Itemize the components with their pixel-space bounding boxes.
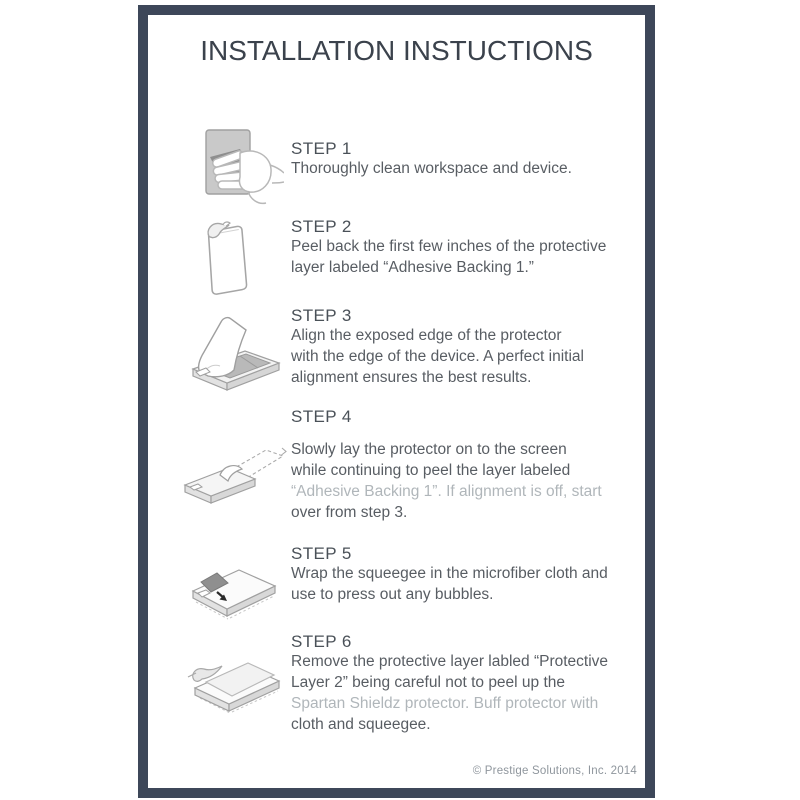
step-4-line: while continuing to peel the layer labeled (291, 462, 571, 479)
step-4-line: over from step 3. (291, 504, 408, 521)
step-3-line: with the edge of the device. A perfect initial (291, 348, 584, 365)
step-3-line: Align the exposed edge of the protector (291, 327, 562, 344)
step-1-line: Thoroughly clean workspace and device. (291, 160, 572, 177)
hand-cleaning-device-icon (188, 125, 284, 213)
step-6 (291, 632, 608, 735)
step-6-line: cloth and squeegee. (291, 716, 431, 733)
step-1-label: STEP 1 (291, 139, 352, 158)
step-3-label: STEP 3 (291, 306, 352, 325)
step-4-line: Slowly lay the protector on to the screen (291, 441, 567, 458)
instruction-sheet-frame (138, 5, 655, 798)
step-4 (291, 407, 602, 523)
step-5-label: STEP 5 (291, 544, 352, 563)
step-3 (291, 306, 584, 388)
step-5-line: Wrap the squeegee in the microfiber cloth and (291, 565, 608, 582)
peel-backing-sheet-icon (196, 220, 264, 300)
step-4-line: “Adhesive Backing 1”. If alignment is off, start (291, 483, 602, 500)
step-1 (291, 139, 572, 179)
step-5-line: use to press out any bubbles. (291, 586, 494, 603)
page-title: INSTALLATION INSTUCTIONS (200, 35, 593, 66)
step-2-label: STEP 2 (291, 217, 352, 236)
step-3-line: alignment ensures the best results. (291, 369, 532, 386)
step-5 (291, 544, 608, 605)
align-protector-edge-icon (184, 310, 288, 398)
step-6-line: Spartan Shieldz protector. Buff protector with (291, 695, 599, 712)
lay-protector-on-screen-icon (178, 435, 292, 519)
footer-copyright: © Prestige Solutions, Inc. 2014 (472, 765, 637, 777)
squeegee-cloth-press-icon (184, 546, 284, 626)
remove-top-layer-icon (186, 638, 288, 724)
step-6-line: Remove the protective layer labled “Protective (291, 653, 609, 670)
step-2 (291, 217, 606, 278)
step-2-line: Peel back the first few inches of the protective (291, 238, 607, 255)
step-2-line: layer labeled “Adhesive Backing 1.” (291, 259, 534, 276)
step-4-label: STEP 4 (291, 407, 352, 426)
step-6-line: Layer 2” being careful not to peel up the (291, 674, 566, 691)
step-6-label: STEP 6 (291, 632, 352, 651)
